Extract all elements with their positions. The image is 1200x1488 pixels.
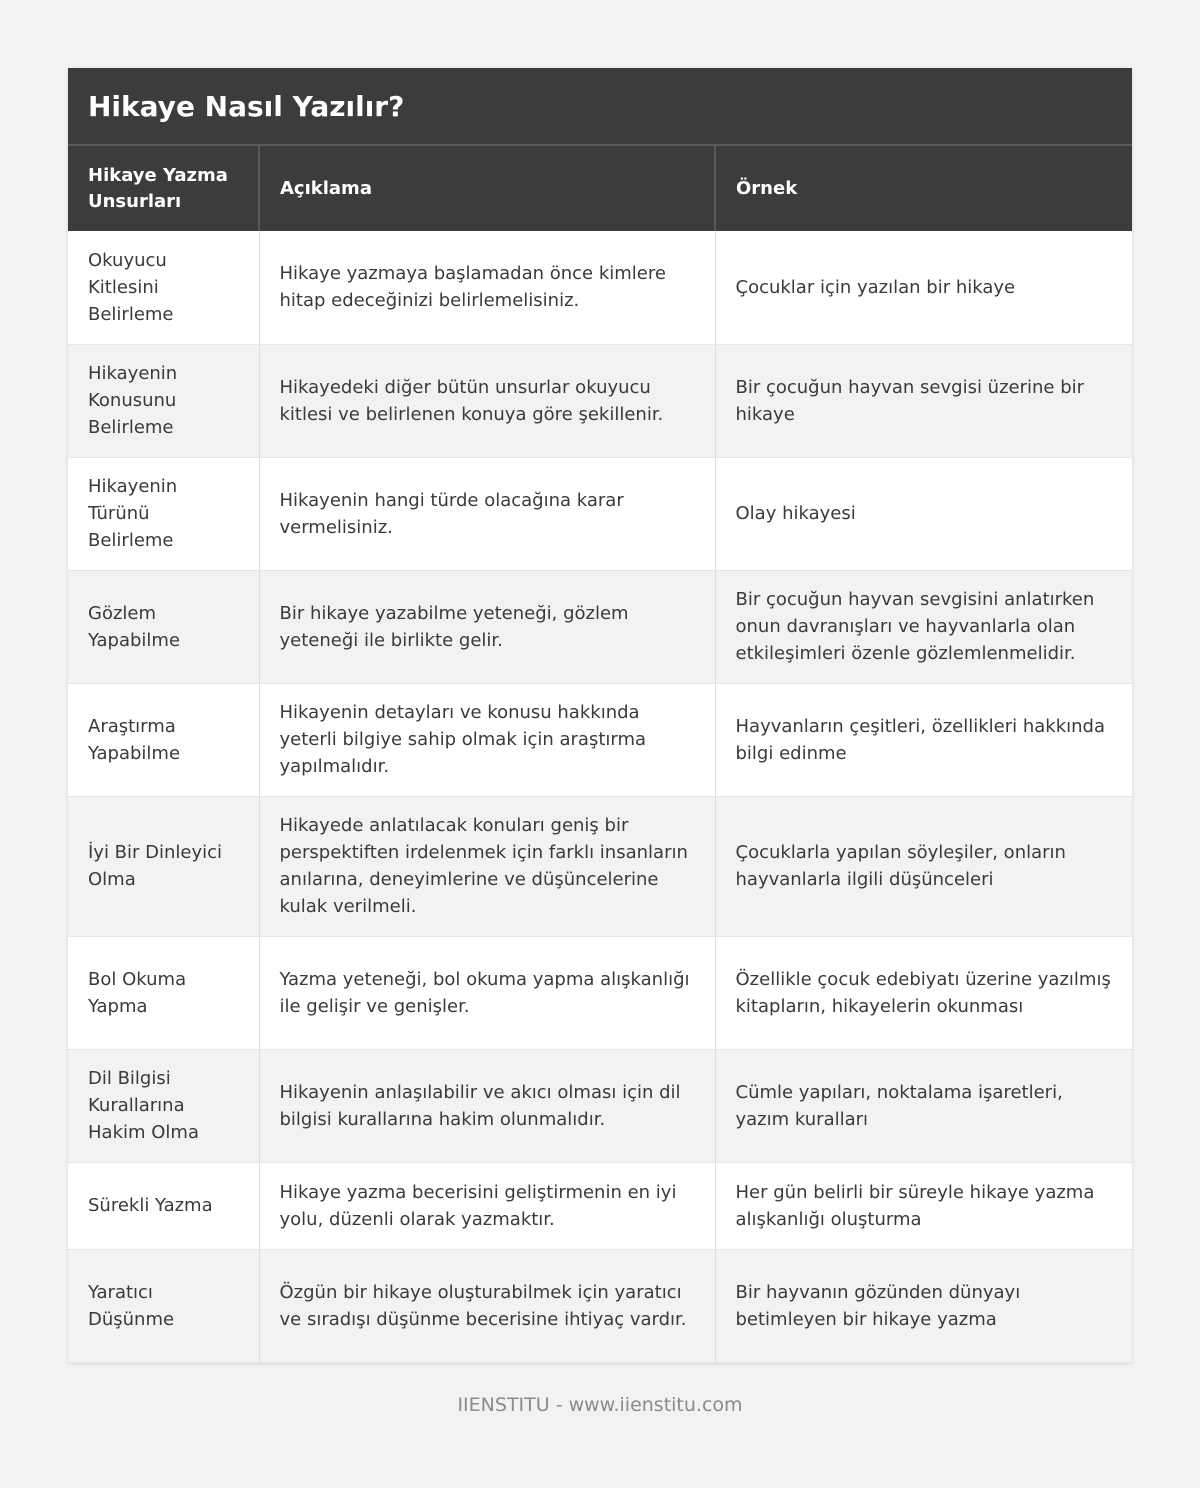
data-table [68, 144, 1132, 1363]
cell-element: Yaratıcı Düşünme [68, 1249, 259, 1362]
footer-credit: IIENSTITU - www.iienstitu.com [457, 1394, 743, 1416]
cell-description: Hikayede anlatılacak konuları geniş bir perspektiften irdelenmek için farklı insanların anılarına, deneyimlerine ve düşüncelerine kulak verilmeli. [259, 796, 715, 936]
table-row [68, 231, 1132, 344]
cell-description: Özgün bir hikaye oluşturabilmek için yaratıcı ve sıradışı düşünme becerisine ihtiyaç vardır. [259, 1249, 715, 1362]
cell-description: Yazma yeteneği, bol okuma yapma alışkanlığı ile gelişir ve genişler. [259, 936, 715, 1049]
header-row [68, 145, 1132, 231]
column-header-example: Örnek [715, 145, 1132, 231]
cell-element: Gözlem Yapabilme [68, 570, 259, 683]
table-row [68, 457, 1132, 570]
cell-example: Cümle yapıları, noktalama işaretleri, yazım kuralları [715, 1049, 1132, 1162]
cell-element: Dil Bilgisi Kurallarına Hakim Olma [68, 1049, 259, 1162]
cell-element: Hikayenin Türünü Belirleme [68, 457, 259, 570]
table-row [68, 796, 1132, 936]
table-row [68, 1049, 1132, 1162]
column-header-elements: Hikaye Yazma Unsurları [68, 145, 259, 231]
cell-example: Hayvanların çeşitleri, özellikleri hakkında bilgi edinme [715, 683, 1132, 796]
cell-element: Hikayenin Konusunu Belirleme [68, 344, 259, 457]
cell-description: Hikayenin hangi türde olacağına karar vermelisiniz. [259, 457, 715, 570]
cell-example: Çocuklarla yapılan söyleşiler, onların hayvanlarla ilgili düşünceleri [715, 796, 1132, 936]
cell-element: Sürekli Yazma [68, 1162, 259, 1249]
cell-description: Bir hikaye yazabilme yeteneği, gözlem yeteneği ile birlikte gelir. [259, 570, 715, 683]
table-row [68, 1249, 1132, 1362]
cell-example: Olay hikayesi [715, 457, 1132, 570]
table-title: Hikaye Nasıl Yazılır? [68, 68, 1132, 144]
table-row [68, 1162, 1132, 1249]
cell-example: Çocuklar için yazılan bir hikaye [715, 231, 1132, 344]
cell-element: Bol Okuma Yapma [68, 936, 259, 1049]
cell-description: Hikayenin anlaşılabilir ve akıcı olması için dil bilgisi kurallarına hakim olunmalıdır. [259, 1049, 715, 1162]
cell-example: Bir çocuğun hayvan sevgisi üzerine bir hikaye [715, 344, 1132, 457]
cell-example: Bir hayvanın gözünden dünyayı betimleyen bir hikaye yazma [715, 1249, 1132, 1362]
column-header-description: Açıklama [259, 145, 715, 231]
table-row [68, 936, 1132, 1049]
cell-description: Hikaye yazmaya başlamadan önce kimlere hitap edeceğinizi belirlemelisiniz. [259, 231, 715, 344]
cell-description: Hikayedeki diğer bütün unsurlar okuyucu kitlesi ve belirlenen konuya göre şekillenir. [259, 344, 715, 457]
cell-example: Her gün belirli bir süreyle hikaye yazma alışkanlığı oluşturma [715, 1162, 1132, 1249]
cell-element: Araştırma Yapabilme [68, 683, 259, 796]
table-card [68, 68, 1132, 1363]
cell-element: Okuyucu Kitlesini Belirleme [68, 231, 259, 344]
cell-example: Özellikle çocuk edebiyatı üzerine yazılmış kitapların, hikayelerin okunması [715, 936, 1132, 1049]
cell-element: İyi Bir Dinleyici Olma [68, 796, 259, 936]
cell-example: Bir çocuğun hayvan sevgisini anlatırken onun davranışları ve hayvanlarla olan etkileşimleri özenle gözlemlenmelidir. [715, 570, 1132, 683]
table-row [68, 570, 1132, 683]
table-row [68, 344, 1132, 457]
cell-description: Hikaye yazma becerisini geliştirmenin en iyi yolu, düzenli olarak yazmaktır. [259, 1162, 715, 1249]
cell-description: Hikayenin detayları ve konusu hakkında yeterli bilgiye sahip olmak için araştırma yapılmalıdır. [259, 683, 715, 796]
table-row [68, 683, 1132, 796]
